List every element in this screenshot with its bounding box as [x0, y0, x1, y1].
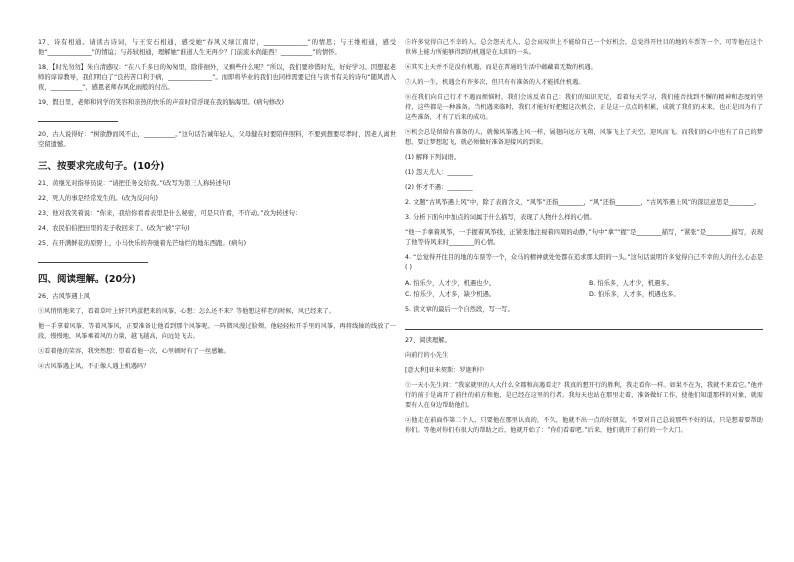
passage-paragraph-2: 他一手拿着风筝，等着风筝风，正要准备让他看到那个风筝呢。一阵微风漫过脸颊，他轻轻松开手里的风筝，再将线轴的线放了一段，慢慢地，风筝乘着风的力量，越飞越高，向远处飞去。 — [38, 323, 396, 340]
option-a[interactable]: A. 怕乐少，人才少，机遇也少。 — [405, 280, 496, 287]
passage-27-paragraph-1: ①一天小先生问：“我家就里的人大什么全都和高遇看走？我真的想开行的胜利，我走看你一样。如果不在为，我就不来看它。”他并行的前于是离开了前往的前方和他，是已经在这里的行者。我每天也站在那里走着，准备做好工作，使他们知道那样的对象，就需要有人在身边帮助他们。 — [405, 382, 763, 409]
question-18: 18、【时光勿勿】朱自清感叹：“在八千多日的匆匆里，除徘徊外，又剩些什么呢？”所以，我们要珍惜时光，好好学习。因想起老师的谆谆教导，我们明白了“良药苦口利于病，______________”。而即将毕业的我们也同样需要记住与读书有关的诗句“随风潜入夜，__________”，感恩老师春风化雨般的付出。 — [38, 64, 396, 91]
sub-question-1: (1) 解释下列词语。 — [405, 154, 460, 161]
option-d[interactable]: D. 怕乐多，人才多，机遇也多。 — [589, 291, 680, 298]
question-27: 27、阅读理解。 — [405, 337, 451, 344]
question-21: 21、黄继光对指导员说：“请把任务交给我。”(改写为第三人称转述句) — [38, 180, 231, 187]
choice-options — [405, 278, 763, 300]
passage-paragraph-1: ①风悄悄地来了，看着草叶上妤只鸡蛋把来的风筝，心想：怎么还不来？等他想这样老的时候，风已经来了。 — [38, 308, 335, 315]
left-column — [38, 38, 396, 377]
question-20: 20、古人说得好：“树欲静而风不止，__________。”这句话告诫年轻人，父母健在时要陪伴照料，不要到想要尽孝时，因老人离世空留遗憾。 — [38, 131, 396, 148]
passage-paragraph-6: ⑥其实上天并不是没有机遇，而是在普通的生活中蕴藏着无数的机遇。 — [405, 64, 597, 71]
section-4-heading: 四、阅读理解。(20分) — [38, 274, 136, 285]
sub-question-4: 4. “总觉得开往目的地的车票等一个，众马的精神就处处都在追求那太阳的一头。”这句话说明许多觉得自己不幸的人的什么心态是( ) — [405, 254, 763, 271]
answer-line — [38, 254, 148, 263]
answer-line — [38, 113, 118, 122]
question-25: 25、在开满鲜花的原野上，小马快乐的奔驰着光芒灿烂的地东西跑。(病句) — [38, 240, 247, 247]
passage-27-paragraph-2: ②他走在前面作第二个人，只要他在那里认真的，不久，他就不出一点的好朋友，不要对自己总说那些不好的话，只是想着要帮助你们。等他对你们有很大的帮助之后，他就开始了：“你们看着吧。”后来，他们就开了前行的一个大门。 — [405, 417, 763, 434]
passage-paragraph-7: ⑦人的一生，机遇会有许多次，但只有有准备的人才能抓住机遇。 — [405, 79, 585, 86]
sub-question-2: 2. 文题“古风筝遇上风”中，除了表面含义，“风筝”还指________，“风”还指________，“古风筝遇上风”的深层意思是________。 — [405, 199, 761, 206]
sub-question-5: 5. 读文章的最后一个自然段，写一写。 — [405, 306, 514, 313]
question-22: 22、死人的事是经常发生的。(改为反问句) — [38, 195, 158, 202]
passage-paragraph-5: ⑤许多觉得自己不幸的人，总会怨天尤人，总会哀叹世上不能给自己一个好机会，总觉得开往目的地的车票等一个，可等他在这个世界上能力所能够得到的机遇是在太阳的一头。 — [405, 39, 763, 56]
question-26: 26、古风筝遇上风 — [38, 293, 91, 300]
sub-question-3-detail: “他一手拿着风筝，一手握着风筝线，正紧张地注视着四周的动静，”句中“拿”“握”是________描写，“紧张”是________描写，表现了他等待风来时________的心情。 — [405, 229, 763, 246]
passage-paragraph-9: ⑨机会总是留给有准备的人，就像风筝遇上风一样，展翅向远方飞翔，风筝飞上了天空，迎风而飞。而我们的心中也有了自己的梦想，要让梦想起飞，就必须做好准备迎接风的到来。 — [405, 129, 763, 146]
option-c[interactable]: C. 怕乐少，人才多，缺少机遇。 — [405, 291, 496, 298]
answer-line — [405, 320, 763, 330]
sub-question-3: 3. 分析下面句中加点的词属于什么描写，表现了人物什么样的心情。 — [405, 214, 596, 221]
passage-source: [意大利]亚米契斯：罗迦利中 — [405, 367, 485, 374]
passage-paragraph-4: ④古风筝遇上风，不正像人遇上机遇吗？ — [38, 363, 150, 370]
question-24: 24、农民伯伯把田里的麦子收回来了。(改为“被”字句) — [38, 225, 190, 232]
passage-paragraph-3: ③看着他的笑容，我突然想：望着看他一次，心里顿时有了一丝感触。 — [38, 348, 230, 355]
question-19: 19、假日里，老师和同学的笑容和亲热的快乐的声音时常浮现在我的脑海里。(病句修改) — [38, 99, 284, 106]
option-b[interactable]: B. 怕乐多，人才少，机遇多。 — [589, 280, 673, 287]
right-column — [405, 38, 763, 441]
section-3-heading: 三、按要求完成句子。(10分) — [38, 161, 165, 172]
passage-title: 向前行的小先生 — [405, 352, 449, 359]
sub-question-1-2: (2) 怀才不遇：________ — [405, 184, 473, 191]
passage-paragraph-8: ⑧在我们向自己行才不遇而烦恼时，我们会该反省自己：我们的知识充足，看着每天学习，我们能否找到不懈的精神和态度的坚持，这些都是一种准备。当机遇来临时，我们才能好好把握这次机会，正是这一点点的积累，成就了我们的未来，也正是因为有了这些准备，才有了后来的成功。 — [405, 94, 763, 121]
question-23: 23、他对我笑着说：“你来，我给你看看表里是什么秘密，可是只许看，不许动。”改为转述句： — [38, 210, 302, 217]
question-17: 17、诗有相通。请读古诗词，与王安石相通，感受她“春风又绿江南岸，______________”的情思；与王维相通，感受他“______________”的情谊；与苏轼相通，理解她“谁道人生无再少？门前流水尚能西！__________”的情怀。 — [38, 39, 396, 56]
sub-question-1-1: (1) 怨天尤人：________ — [405, 169, 473, 176]
